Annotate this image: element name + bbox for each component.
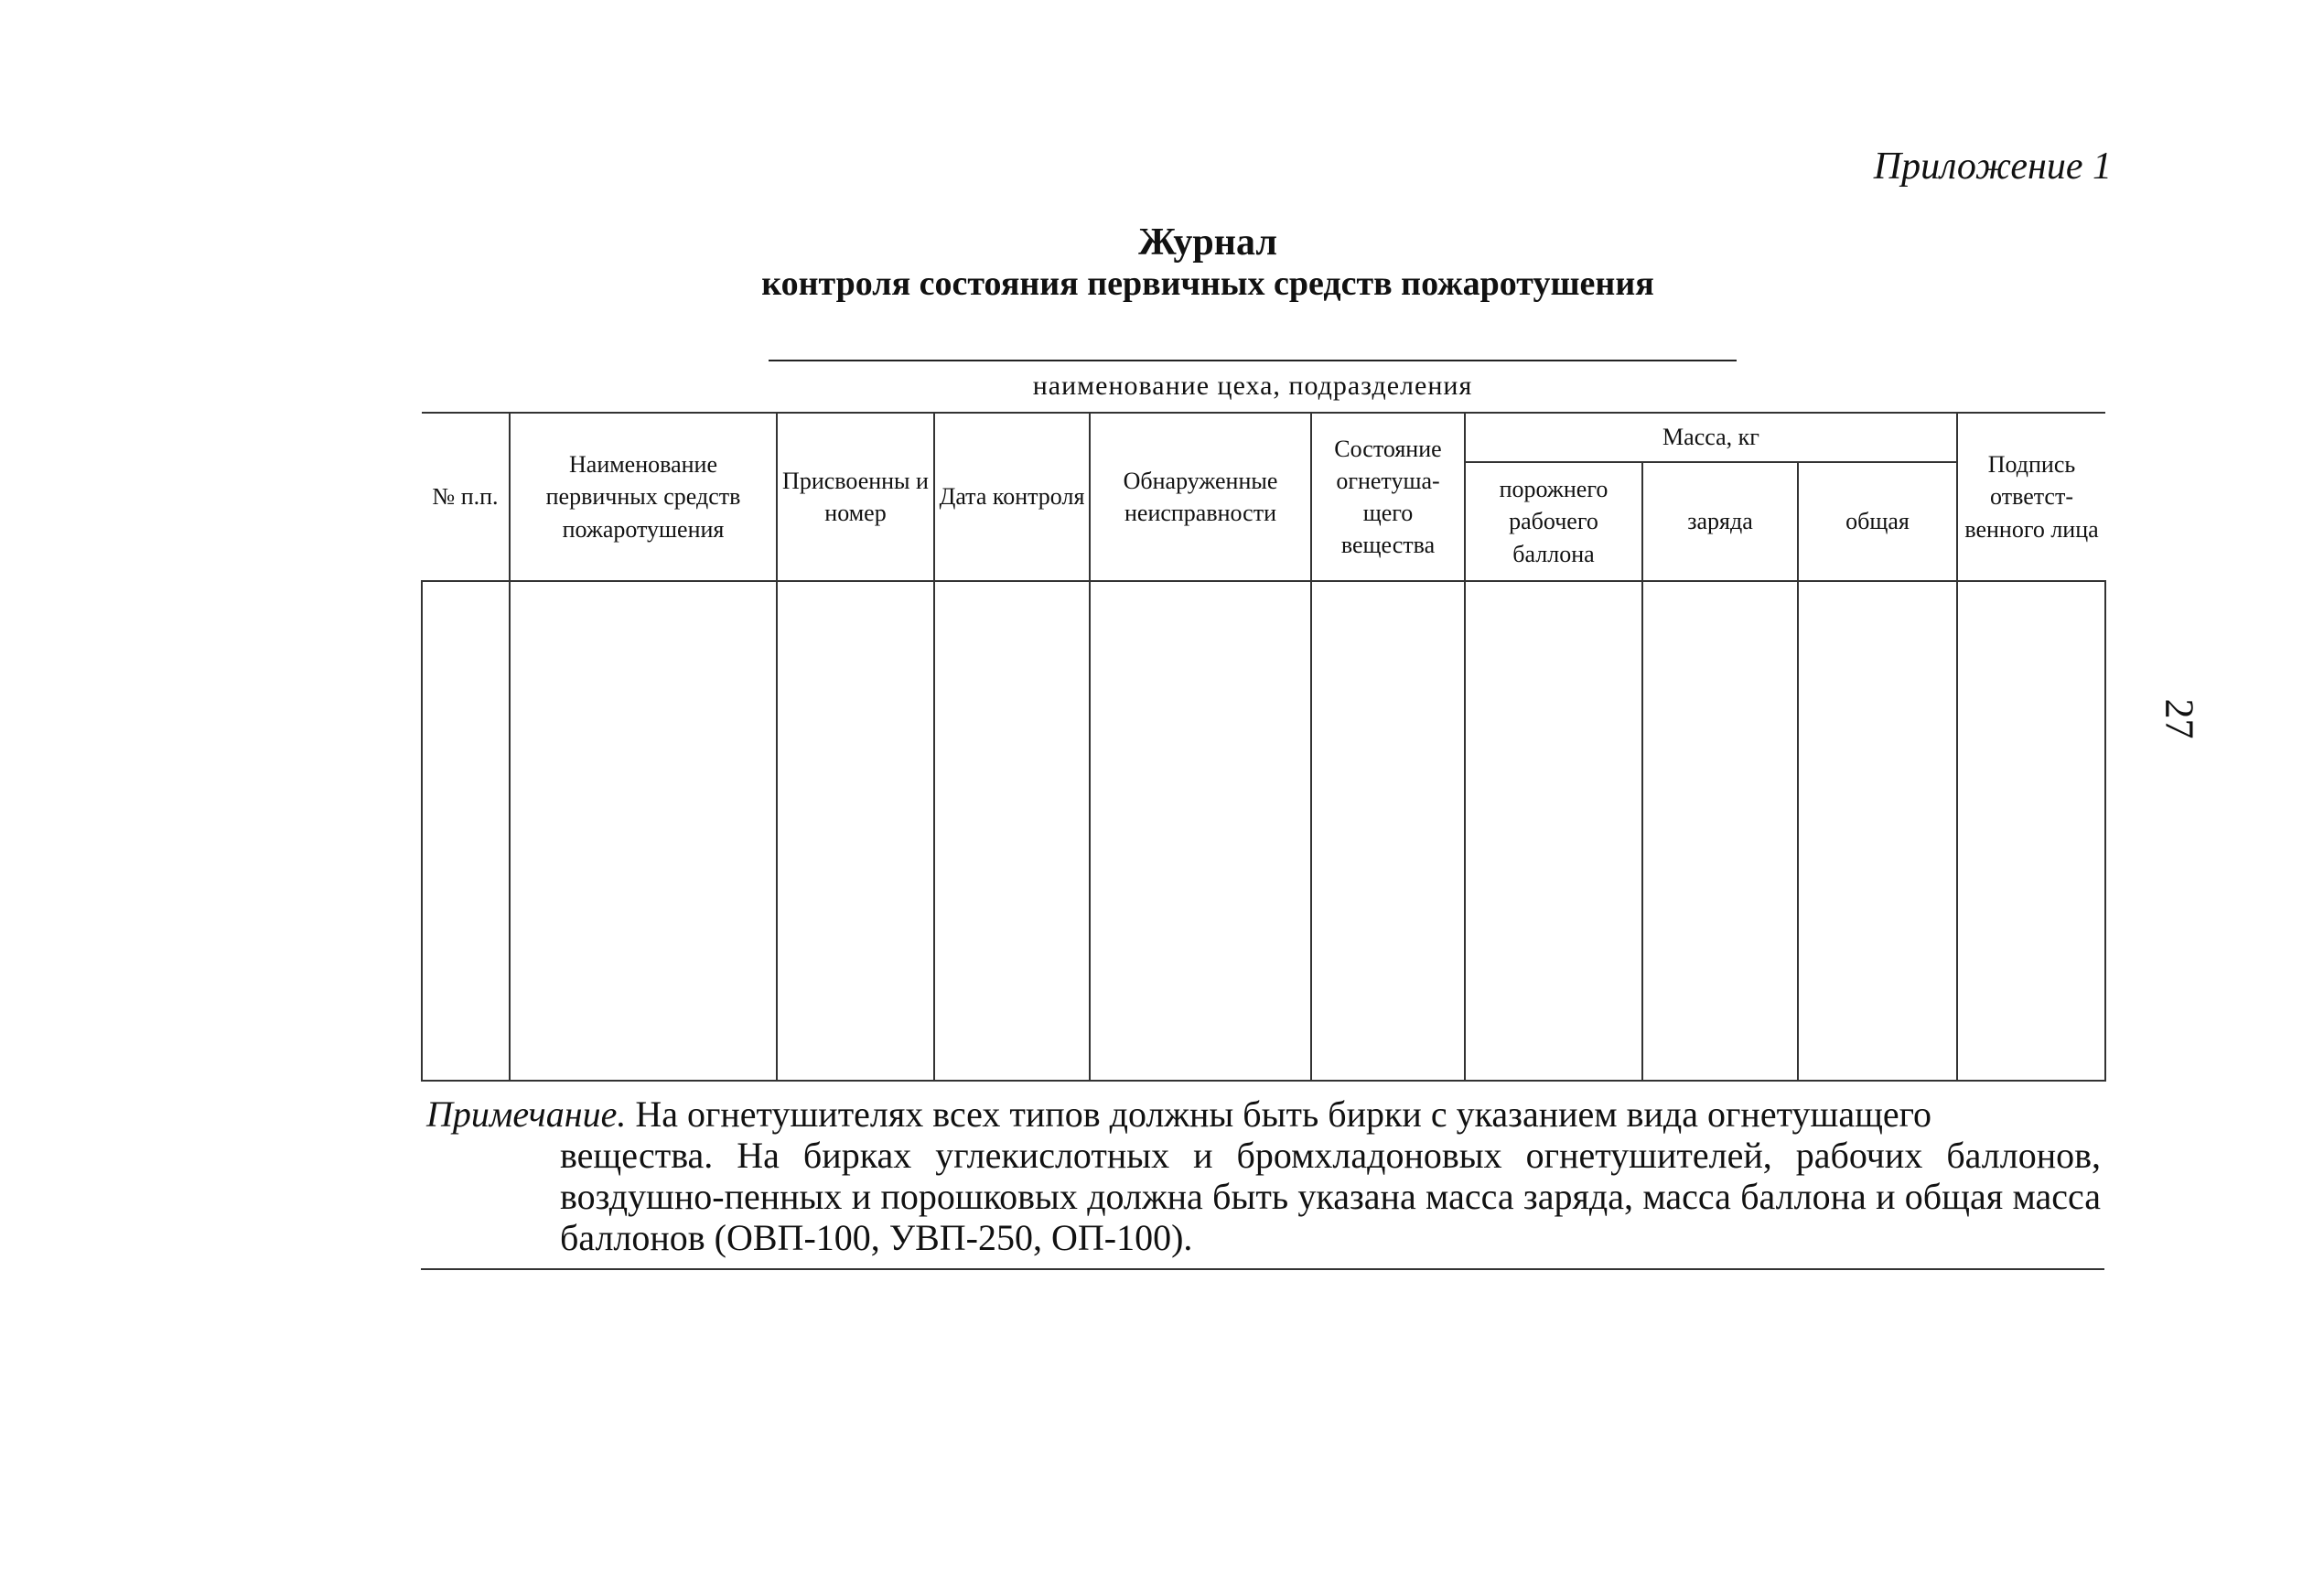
- entry-cell-signature: [1957, 581, 2105, 1081]
- header-number: № п.п.: [422, 413, 510, 581]
- entry-cell-agent-state: [1311, 581, 1465, 1081]
- note-text-first: На огнетушителях всех типов должны быть бирки с указанием вида огнетушащего: [635, 1093, 1932, 1135]
- appendix-label: Приложение 1: [1873, 145, 2112, 188]
- note-text-continued: вещества. На бирках углекислотных и бромхладоновых огнетушителей, рабочих баллонов, воздушно-пенных и порошковых должна быть указана масса заряда, масса баллона и общая масса баллонов (ОВП-100, УВП-250, ОП-100).: [560, 1135, 2101, 1258]
- header-mass-group: Масса, кг: [1465, 413, 1957, 462]
- entry-cell-mass-empty: [1465, 581, 1642, 1081]
- header-mass-charge: заряда: [1642, 462, 1798, 581]
- department-caption: наименование цеха, подразделения: [1032, 371, 1473, 401]
- entry-cell-equipment-name: [510, 581, 777, 1081]
- header-assigned-number: Присвоенны и номер: [777, 413, 934, 581]
- note-label: Примечание.: [426, 1093, 627, 1135]
- header-mass-empty-cylinder: порожнего рабочего баллона: [1465, 462, 1642, 581]
- header-mass-total: общая: [1798, 462, 1957, 581]
- header-signature: Подпись ответст-венного лица: [1957, 413, 2105, 581]
- note-block: [426, 1093, 2101, 1258]
- header-agent-state: Состояние огнетуша-щего вещества: [1311, 413, 1465, 581]
- header-control-date: Дата контроля: [934, 413, 1090, 581]
- journal-title: [0, 221, 2324, 304]
- entry-cell-control-date: [934, 581, 1090, 1081]
- bottom-rule: [421, 1268, 2104, 1270]
- header-equipment-name: Наименование первичных средств пожаротушения: [510, 413, 777, 581]
- entry-cell-mass-charge: [1642, 581, 1798, 1081]
- title-line-1: Журнал: [1138, 221, 1277, 264]
- title-line-2: контроля состояния первичных средств пожаротушения: [761, 264, 1654, 304]
- entry-cell-mass-total: [1798, 581, 1957, 1081]
- page-number: 27: [2157, 698, 2202, 739]
- department-fill-line: [769, 360, 1737, 361]
- journal-table: [421, 412, 2106, 1082]
- entry-cell-faults: [1090, 581, 1311, 1081]
- entry-cell-assigned-number: [777, 581, 934, 1081]
- entry-cell-number: [422, 581, 510, 1081]
- header-faults: Обнаруженные неисправности: [1090, 413, 1311, 581]
